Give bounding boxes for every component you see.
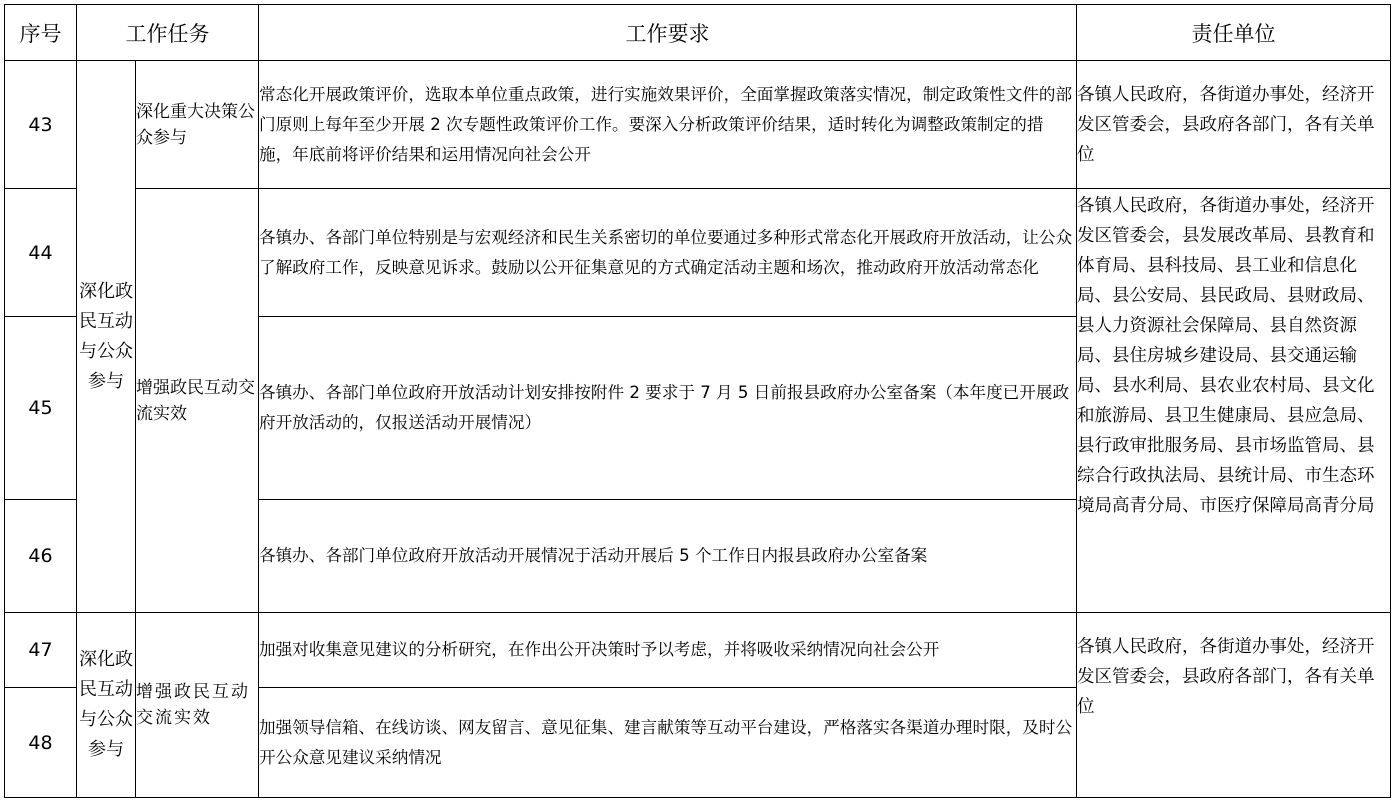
header-requirement: 工作要求 <box>259 5 1077 61</box>
work-task-table <box>4 4 1391 798</box>
requirement-cell: 各镇办、各部门单位政府开放活动开展情况于活动开展后 5 个工作日内报县政府办公室备案 <box>259 500 1077 613</box>
table-row <box>5 61 1391 189</box>
unit-cell: 各镇人民政府，各街道办事处，经济开发区管委会，县政府各部门，各有关单位 <box>1077 613 1391 798</box>
requirement-cell: 各镇办、各部门单位政府开放活动计划安排按附件 2 要求于 7 月 5 日前报县政府办公室备案（本年度已开展政府开放活动的，仅报送活动开展情况） <box>259 317 1077 500</box>
subtask-cell: 深化重大决策公众参与 <box>136 61 259 189</box>
subtask-cell: 增强政民互动交流实效 <box>136 613 259 798</box>
requirement-cell: 常态化开展政策评价，选取本单位重点政策，进行实施效果评价，全面掌握政策落实情况，制定政策性文件的部门原则上每年至少开展 2 次专题性政策评价工作。要深入分析政策评价结果，适时转化为调整政策制定的措施，年底前将评价结果和运用情况向社会公开 <box>259 61 1077 189</box>
header-seq: 序号 <box>5 5 77 61</box>
requirement-cell: 各镇办、各部门单位特别是与宏观经济和民生关系密切的单位要通过多种形式常态化开展政府开放活动，让公众了解政府工作，反映意见诉求。鼓励以公开征集意见的方式确定活动主题和场次，推动政府开放活动常态化 <box>259 189 1077 317</box>
table-row <box>5 189 1391 317</box>
row-seq: 47 <box>5 613 77 688</box>
row-seq: 48 <box>5 688 77 798</box>
unit-cell: 各镇人民政府，各街道办事处，经济开发区管委会，县政府各部门，各有关单位 <box>1077 61 1391 189</box>
row-seq: 43 <box>5 61 77 189</box>
row-seq: 46 <box>5 500 77 613</box>
subtask-cell: 增强政民互动交流实效 <box>136 189 259 613</box>
category-cell: 深化政民互动与公众参与 <box>77 613 136 798</box>
row-seq: 45 <box>5 317 77 500</box>
category-cell: 深化政民互动与公众参与 <box>77 61 136 613</box>
header-task: 工作任务 <box>77 5 259 61</box>
table-header-row <box>5 5 1391 61</box>
unit-cell: 各镇人民政府，各街道办事处，经济开发区管委会，县发展改革局、县教育和体育局、县科技局、县工业和信息化局、县公安局、县民政局、县财政局、县人力资源社会保障局、县自然资源局、县住房城乡建设局、县交通运输局、县水利局、县农业农村局、县文化和旅游局、县卫生健康局、县应急局、县行政审批服务局、县市场监管局、县综合行政执法局、县统计局、市生态环境局高青分局、市医疗保障局高青分局 <box>1077 189 1391 613</box>
row-seq: 44 <box>5 189 77 317</box>
requirement-cell: 加强领导信箱、在线访谈、网友留言、意见征集、建言献策等互动平台建设，严格落实各渠道办理时限，及时公开公众意见建议采纳情况 <box>259 688 1077 798</box>
header-unit: 责任单位 <box>1077 5 1391 61</box>
table-row <box>5 613 1391 688</box>
requirement-cell: 加强对收集意见建议的分析研究，在作出公开决策时予以考虑，并将吸收采纳情况向社会公开 <box>259 613 1077 688</box>
